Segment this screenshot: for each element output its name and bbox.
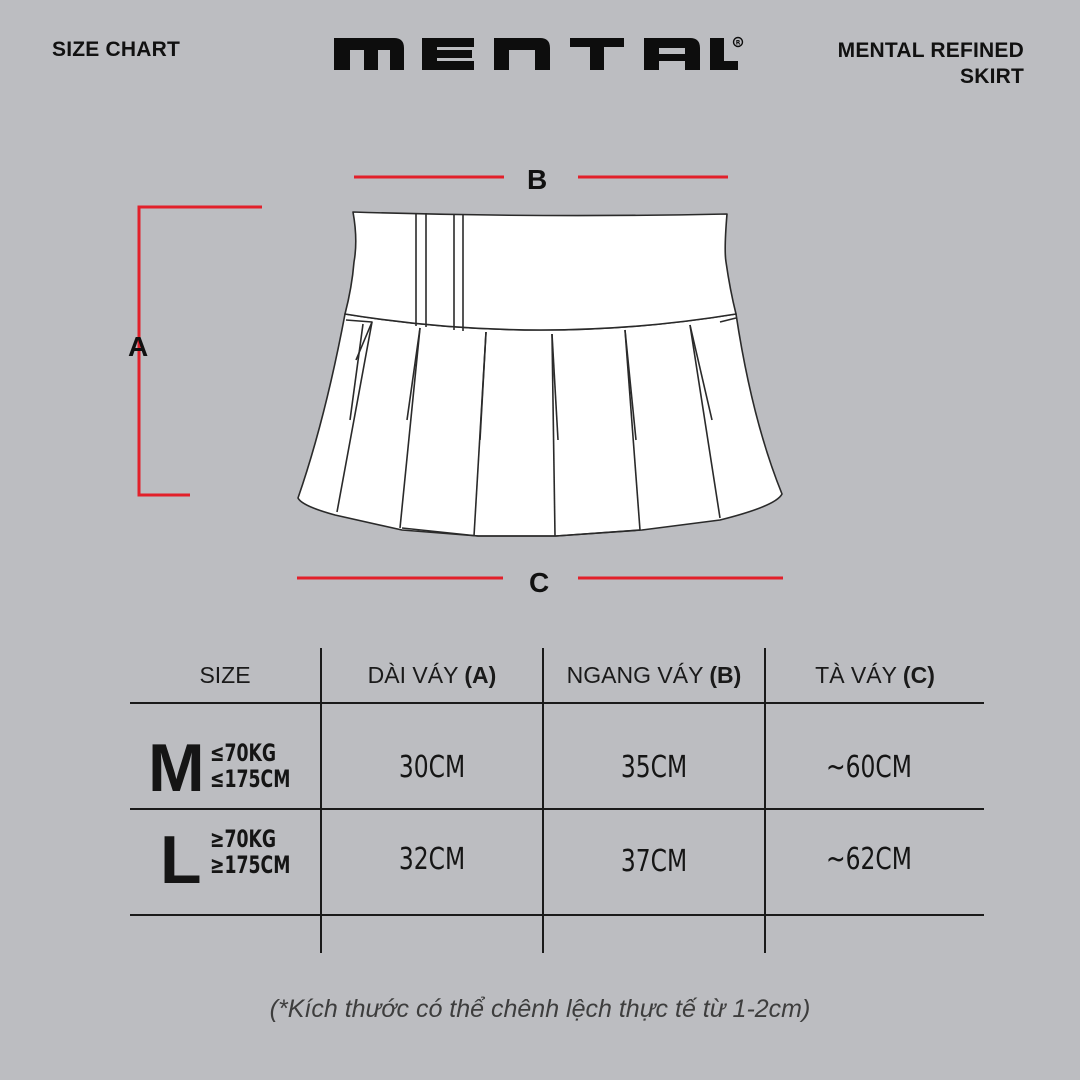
header-hem-key: (C) <box>902 662 935 688</box>
size-l-height: ≥175CM <box>210 851 291 879</box>
dimension-label-c: C <box>529 567 550 598</box>
size-m-height: ≤175CM <box>210 765 291 793</box>
dimension-label-b: B <box>527 164 548 195</box>
size-l-spec <box>210 826 290 878</box>
size-l-width: 37CM <box>620 844 688 879</box>
table-rule <box>130 702 984 704</box>
size-m-hem: ~60CM <box>826 750 912 785</box>
size-l-weight: ≥70KG <box>210 825 277 853</box>
header-width-text: NGANG VÁY <box>566 662 703 688</box>
size-m-weight: ≤70KG <box>210 739 277 767</box>
size-m-length: 30CM <box>398 750 466 785</box>
product-name-line1: MENTAL REFINED <box>837 39 1024 62</box>
size-chart-title: SIZE CHART <box>52 38 180 61</box>
table-rule <box>130 914 984 916</box>
table-divider <box>320 648 322 953</box>
header-size: SIZE <box>199 662 251 688</box>
header-length <box>322 660 542 690</box>
table-divider <box>764 648 766 953</box>
table-rule <box>130 808 984 810</box>
size-m-spec <box>210 740 290 792</box>
measurement-footnote: (*Kích thước có thể chênh lệch thực tế từ 1-2cm) <box>269 995 811 1023</box>
header-hem-text: TÀ VÁY <box>815 662 897 688</box>
size-l-length: 32CM <box>398 842 466 877</box>
size-m-width: 35CM <box>620 750 688 785</box>
header-width <box>544 660 764 690</box>
header-length-key: (A) <box>464 662 497 688</box>
size-l-letter: L <box>160 822 202 898</box>
table-divider <box>542 648 544 953</box>
header-hem <box>766 660 984 690</box>
size-m-letter: M <box>148 730 205 806</box>
svg-text:R: R <box>735 39 741 47</box>
dimension-label-a: A <box>128 331 149 362</box>
product-name-line2: SKIRT <box>960 65 1024 88</box>
header-width-key: (B) <box>709 662 742 688</box>
size-l-hem: ~62CM <box>826 842 912 877</box>
header-length-text: DÀI VÁY <box>367 662 458 688</box>
